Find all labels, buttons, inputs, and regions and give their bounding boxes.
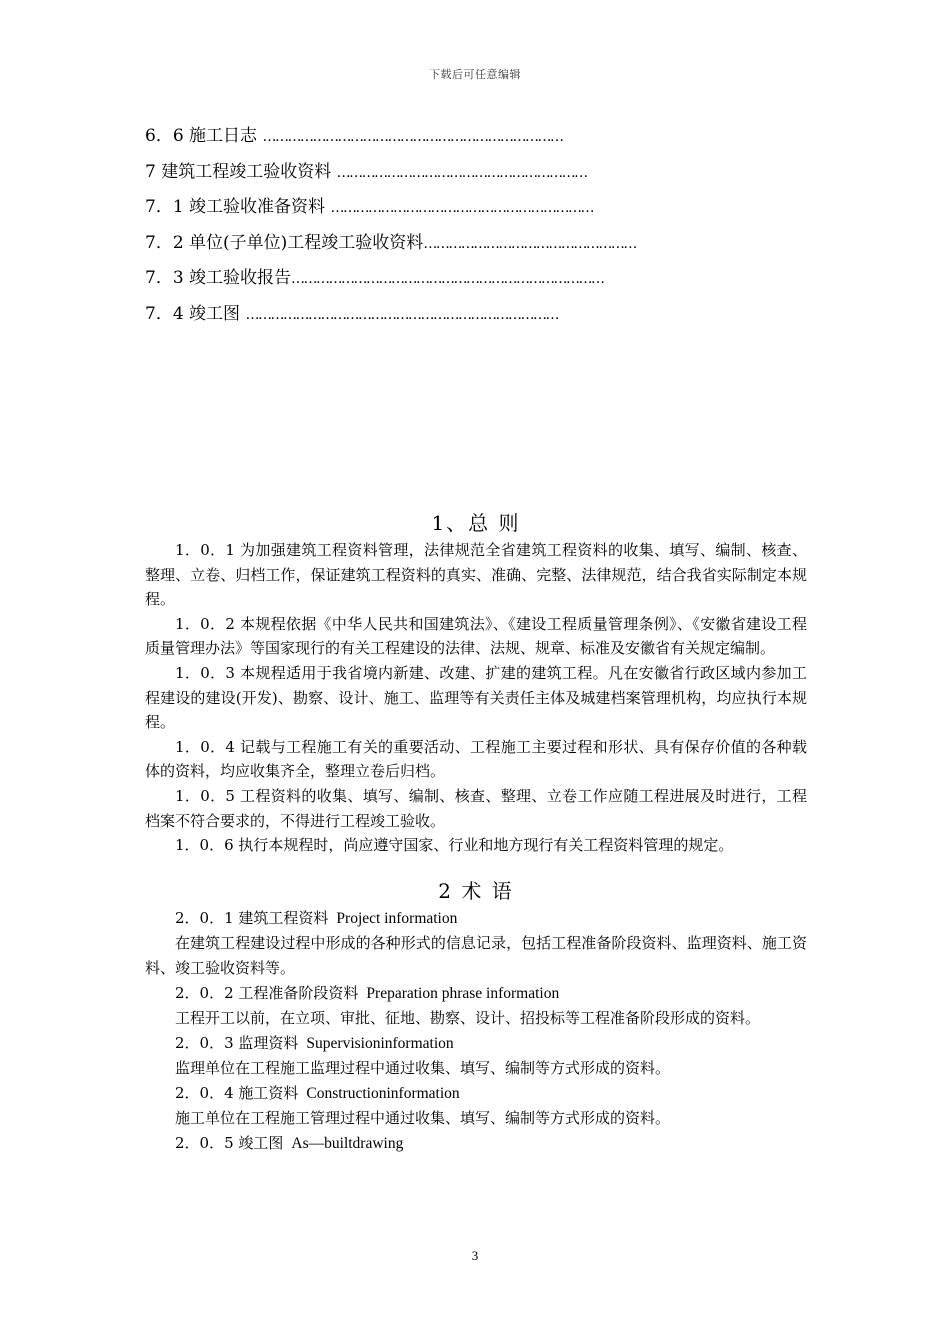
term-code: 2．0．1 建筑工程资料	[175, 908, 329, 927]
toc-item	[145, 264, 805, 300]
term-definition: 施工单位在工程施工管理过程中通过收集、填写、编制等方式形成的资料。	[175, 1109, 671, 1128]
toc-leader-dots: …………………………………………………………………	[291, 271, 604, 287]
term-english: Constructioninformation	[306, 1084, 460, 1102]
toc-item	[145, 229, 805, 265]
term-heading	[145, 906, 807, 932]
clause-paragraph: 1．0．4 记载与工程施工有关的重要活动、工程施工主要过程和形状、具有保存价值的各种载体的资料，均应收集齐全，整理立卷后归档。	[145, 737, 807, 781]
toc-item	[145, 158, 805, 194]
page-number: 3	[471, 1248, 479, 1263]
toc-item-label: 7．4 竣工图	[145, 303, 246, 324]
clause-paragraph: 1．0．2 本规程依据《中华人民共和国建筑法》、《建设工程质量管理条例》、《安徽省建设工程质量管理办法》等国家现行的有关工程建设的法律、法规、规章、标准及安徽省有关规定编制。	[145, 614, 807, 658]
section-title-general: 1、总 则	[431, 511, 521, 535]
term-code: 2．0．3 监理资料	[175, 1033, 299, 1052]
clause-paragraph: 1．0．6 执行本规程时，尚应遵守国家、行业和地方现行有关工程资料管理的规定。	[175, 836, 734, 855]
document-body	[145, 508, 807, 1157]
page-header: 下载后可任意编辑	[429, 68, 521, 81]
term-heading	[145, 1031, 807, 1057]
section-title-terms: 2 术 语	[438, 878, 514, 903]
term-definition: 工程开工以前，在立项、审批、征地、勘察、设计、招投标等工程准备阶段形成的资料。	[175, 1009, 761, 1028]
term-code: 2．0．5 竣工图	[175, 1134, 284, 1153]
table-of-contents	[145, 122, 805, 335]
toc-item	[145, 122, 805, 158]
term-code: 2．0．2 工程准备阶段资料	[175, 983, 359, 1002]
toc-leader-dots: ………………………………………………………………	[262, 129, 563, 145]
term-heading	[145, 1131, 807, 1157]
term-heading	[145, 981, 807, 1007]
term-code: 2．0．4 施工资料	[175, 1083, 299, 1102]
toc-leader-dots: …………………………………………………………………	[245, 306, 558, 323]
term-english: Supervisioninformation	[306, 1034, 454, 1052]
toc-item-label: 7．1 竣工验收准备资料	[145, 197, 331, 217]
toc-leader-dots: ……………………………………………………	[336, 164, 587, 181]
term-english: Preparation phrase information	[366, 984, 560, 1002]
clause-paragraph: 1．0．1 为加强建筑工程资料管理，法律规范全省建筑工程资料的收集、填写、编制、核查、整理、立卷、归档工作，保证建筑工程资料的真实、准确、完整、法律规范，结合我省实际制定本规程。	[145, 541, 807, 609]
term-definition: 监理单位在工程施工监理过程中通过收集、填写、编制等方式形成的资料。	[175, 1059, 671, 1078]
toc-item-label: 7．3 竣工验收报告	[145, 268, 292, 288]
toc-item-label: 7．2 单位(子单位)工程竣工验收资料	[145, 232, 424, 253]
term-english: As—builtdrawing	[291, 1135, 404, 1153]
toc-item	[145, 193, 805, 229]
toc-item-label: 6．6 施工日志	[145, 126, 263, 146]
toc-leader-dots: ……………………………………………	[423, 235, 636, 252]
toc-item	[145, 300, 805, 336]
term-english: Project information	[336, 909, 458, 927]
term-heading	[145, 1081, 807, 1107]
clause-paragraph: 1．0．5 工程资料的收集、填写、编制、核查、整理、立卷工作应随工程进展及时进行，工程档案不符合要求的，不得进行工程竣工验收。	[145, 786, 807, 830]
term-definition: 在建筑工程建设过程中形成的各种形式的信息记录，包括工程准备阶段资料、监理资料、施工资料、竣工验收资料等。	[145, 934, 807, 977]
clause-paragraph: 1．0．3 本规程适用于我省境内新建、改建、扩建的建筑工程。凡在安徽省行政区域内参加工程建设的建设(开发)、勘察、设计、施工、监理等有关责任主体及城建档案管理机构，均应执行本规程。	[145, 663, 807, 732]
toc-item-label: 7 建筑工程竣工验收资料	[145, 161, 337, 182]
toc-leader-dots: ………………………………………………………	[330, 200, 593, 216]
